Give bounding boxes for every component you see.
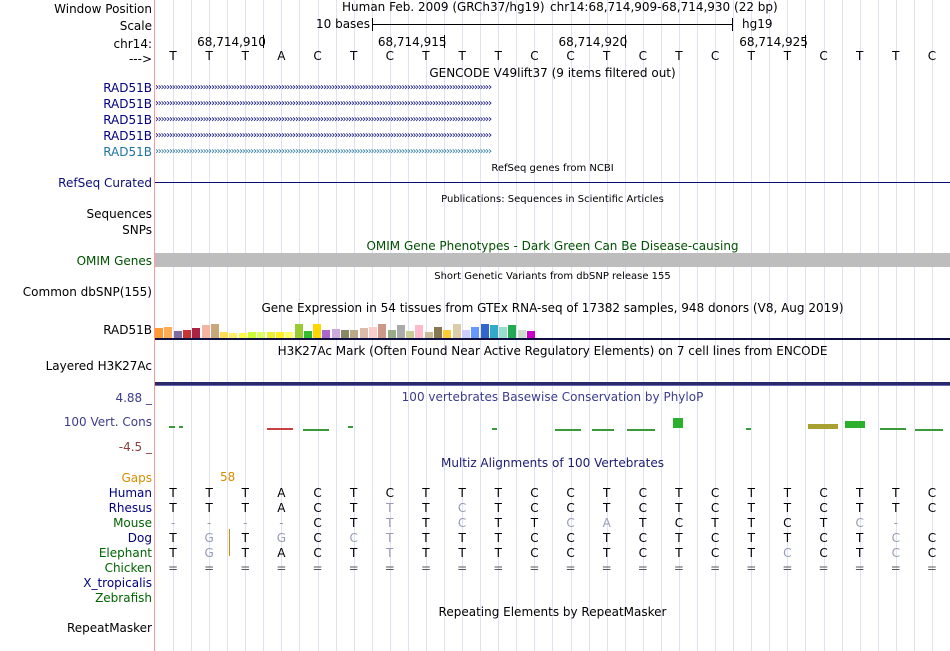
alignment-base-dog: T (747, 531, 755, 545)
ruler-label: 68,714,920 (558, 35, 628, 49)
gtex-tissue-bar[interactable] (202, 325, 210, 338)
alignment-base-dog: T (494, 531, 502, 545)
track-label-chicken[interactable]: Chicken (104, 561, 152, 575)
alignment-base-human: C (385, 486, 395, 500)
ruler-label: 68,714,925 (739, 35, 808, 49)
alignment-base-rhesus: C (819, 501, 828, 515)
scale-bar-right-tick (732, 18, 733, 31)
alignment-base-elephant: T (675, 546, 683, 560)
alignment-base-elephant: C (710, 546, 720, 560)
track-label-xtrop[interactable]: X_tropicalis (83, 576, 152, 590)
reference-base: T (855, 49, 864, 63)
gtex-tissue-bar[interactable] (332, 329, 340, 338)
alignment-base-rhesus: T (205, 501, 213, 515)
alignment-base-mouse: T (639, 516, 647, 530)
alignment-base-chicken: = (926, 561, 937, 575)
track-label-human[interactable]: Human (108, 486, 152, 500)
alignment-base-rhesus: T (603, 501, 611, 515)
gencode-title: GENCODE V49lift37 (9 items filtered out) (429, 66, 676, 80)
gtex-tissue-bar[interactable] (518, 330, 526, 338)
alignment-base-mouse: C (674, 516, 684, 530)
alignment-base-elephant: G (204, 546, 214, 560)
gtex-tissue-bar[interactable] (183, 330, 191, 338)
omim-gene-bar[interactable] (155, 253, 950, 267)
reference-base: T (494, 49, 502, 63)
reference-base: T (783, 49, 792, 63)
alignment-base-dog: T (169, 531, 177, 545)
alignment-base-human: T (747, 486, 755, 500)
gtex-tissue-bar[interactable] (453, 324, 461, 338)
alignment-base-human: T (494, 486, 502, 500)
alignment-base-human: T (350, 486, 358, 500)
alignment-base-human: T (458, 486, 466, 500)
track-label-phylo[interactable]: 100 Vert. Cons (63, 415, 152, 429)
track-label-gene4[interactable]: RAD51B (103, 129, 152, 143)
reference-base: C (638, 49, 647, 63)
alignment-base-human: C (710, 486, 720, 500)
alignment-base-human: C (819, 486, 828, 500)
gap-marker (229, 529, 230, 556)
alignment-base-elephant: A (277, 546, 286, 560)
gene-model-arrows[interactable]: ›››››››››››››››››››››››››››››››››››››››››››››››››››››››››››››››››››››››››››››››››››››››››››››››››››››››››››››››››››››››› (155, 147, 491, 157)
track-label-refseq[interactable]: RefSeq Curated (58, 176, 152, 190)
ruler-label: 68,714,915 (377, 35, 447, 49)
alignment-base-elephant: C (638, 546, 647, 560)
alignment-base-dog: C (313, 531, 322, 545)
track-label-gene5[interactable]: RAD51B (103, 145, 152, 159)
reference-base: T (892, 49, 900, 63)
gtex-tissue-bar[interactable] (369, 327, 377, 338)
alignment-base-rhesus: T (855, 501, 864, 515)
alignment-base-dog: T (783, 531, 792, 545)
reference-base: T (675, 49, 683, 63)
gtex-tissue-bar[interactable] (406, 331, 414, 338)
alignment-base-elephant: C (927, 546, 937, 560)
alignment-base-human: C (530, 486, 539, 500)
alignment-base-dog: C (349, 531, 358, 545)
h3k27ac-signal-edge (155, 385, 950, 386)
pubs-title: Publications: Sequences in Scientific Articles (441, 194, 664, 205)
phylop-mark (915, 429, 943, 431)
alignment-base-elephant: C (891, 546, 900, 560)
track-label-repeatmasker[interactable]: RepeatMasker (66, 621, 152, 635)
scale-bar (372, 24, 733, 25)
alignment-base-human: T (169, 486, 177, 500)
alignment-base-mouse: - (243, 516, 248, 530)
phylop-title: 100 vertebrates Basewise Conservation by PhyloP (401, 390, 704, 404)
track-label-gene2[interactable]: RAD51B (103, 97, 152, 111)
gtex-tissue-bar[interactable] (295, 324, 303, 338)
alignment-base-human: C (927, 486, 937, 500)
alignment-base-chicken: = (782, 561, 793, 575)
track-label-gene1[interactable]: RAD51B (103, 81, 152, 95)
alignment-base-elephant: T (747, 546, 755, 560)
gap-count: 58 (220, 470, 236, 484)
gtex-tissue-bar[interactable] (304, 331, 312, 338)
alignment-base-elephant: T (458, 546, 466, 560)
alignment-base-chicken: = (167, 561, 179, 575)
alignment-base-human: C (313, 486, 322, 500)
track-label-gtex[interactable]: RAD51B (103, 323, 152, 337)
omim-title: OMIM Gene Phenotypes - Dark Green Can Be Disease-causing (366, 239, 739, 253)
alignment-base-dog: T (241, 531, 249, 545)
alignment-base-elephant: T (241, 546, 249, 560)
alignment-base-chicken: = (565, 561, 576, 575)
track-label-phylo-max[interactable]: 4.88 _ (115, 391, 152, 405)
track-label-gaps[interactable]: Gaps (121, 471, 152, 485)
reference-base: T (241, 49, 249, 63)
phylop-mark (169, 426, 175, 428)
gtex-tissue-bar[interactable] (164, 327, 172, 338)
alignment-base-rhesus: T (747, 501, 755, 515)
alignment-base-dog: C (927, 531, 937, 545)
phylop-mark (179, 426, 183, 428)
phylop-mark (492, 428, 497, 430)
alignment-base-dog: T (855, 531, 864, 545)
gene-model-arrows[interactable]: ›››››››››››››››››››››››››››››››››››››››››››››››››››››››››››››››››››››››››››››››››››››››››››››››››››››››››››››››››››››››› (155, 115, 491, 125)
alignment-base-chicken: = (601, 561, 612, 575)
alignment-base-rhesus: C (638, 501, 647, 515)
gtex-tissue-bar[interactable] (174, 331, 182, 338)
gtex-tissue-bar[interactable] (443, 330, 451, 338)
track-label-dog[interactable]: Dog (127, 531, 152, 545)
alignment-base-dog: C (819, 531, 828, 545)
alignment-base-rhesus: T (892, 501, 900, 515)
gtex-tissue-bar[interactable] (490, 325, 498, 338)
reference-base: C (385, 49, 395, 63)
alignment-base-mouse: T (350, 516, 358, 530)
alignment-base-dog: T (386, 531, 394, 545)
reference-base: T (350, 49, 358, 63)
dbsnp-title: Short Genetic Variants from dbSNP release 155 (434, 271, 671, 282)
reference-base: C (927, 49, 937, 63)
alignment-base-elephant: T (386, 546, 394, 560)
gtex-tissue-bar[interactable] (462, 330, 470, 338)
alignment-base-human: T (783, 486, 792, 500)
scale-bar-left-tick (372, 18, 373, 31)
alignment-base-elephant: C (819, 546, 828, 560)
alignment-base-chicken: = (854, 561, 865, 575)
track-label-mouse[interactable]: Mouse (113, 516, 152, 530)
track-label-zebrafish[interactable]: Zebrafish (95, 591, 152, 605)
track-label-window-position-label[interactable]: Window Position (54, 2, 152, 16)
alignment-base-rhesus: T (241, 501, 249, 515)
alignment-base-dog: C (530, 531, 539, 545)
gtex-tissue-bar[interactable] (192, 328, 200, 338)
track-label-scale-label[interactable]: Scale (119, 19, 152, 33)
gtex-tissue-bar[interactable] (471, 327, 479, 338)
alignment-base-dog: T (603, 531, 611, 545)
alignment-base-mouse: C (313, 516, 322, 530)
alignment-base-dog: T (458, 531, 466, 545)
alignment-base-elephant: T (169, 546, 177, 560)
alignment-base-elephant: T (603, 546, 611, 560)
alignment-base-rhesus: T (494, 501, 502, 515)
reference-base: C (819, 49, 828, 63)
alignment-base-mouse: A (602, 516, 611, 530)
alignment-base-chicken: = (348, 561, 359, 575)
alignment-base-human: C (566, 486, 575, 500)
phylop-mark (845, 421, 865, 428)
alignment-base-elephant: C (530, 546, 539, 560)
alignment-base-elephant: T (855, 546, 864, 560)
alignment-base-chicken: = (276, 561, 287, 575)
reference-base: C (530, 49, 539, 63)
track-label-elephant[interactable]: Elephant (98, 546, 152, 560)
alignment-base-rhesus: C (530, 501, 539, 515)
gtex-bars[interactable] (155, 316, 950, 338)
alignment-base-mouse: T (494, 516, 502, 530)
gtex-tissue-bar[interactable] (350, 330, 358, 338)
track-label-h3k[interactable]: Layered H3K27Ac (45, 359, 152, 373)
track-label-gene3[interactable]: RAD51B (103, 113, 152, 127)
alignment-base-rhesus: C (457, 501, 467, 515)
alignment-base-elephant: C (313, 546, 322, 560)
alignment-base-mouse: T (711, 516, 719, 530)
phylop-mark (627, 429, 655, 431)
alignment-base-human: T (422, 486, 430, 500)
alignment-base-human: T (205, 486, 213, 500)
refseq-title: RefSeq genes from NCBI (491, 163, 614, 174)
phylop-mark (348, 426, 353, 428)
alignment-base-dog: C (566, 531, 575, 545)
alignment-base-chicken: = (710, 561, 721, 575)
alignment-base-dog: C (638, 531, 647, 545)
alignment-base-human: C (638, 486, 647, 500)
assembly-title: Human Feb. 2009 (GRCh37/hg19) (342, 0, 545, 14)
alignment-base-rhesus: C (927, 501, 937, 515)
alignment-base-rhesus: T (675, 501, 683, 515)
alignment-base-chicken: = (673, 561, 684, 575)
alignment-base-mouse: - (893, 516, 898, 530)
alignment-base-rhesus: T (783, 501, 792, 515)
phylop-mark (592, 429, 614, 431)
alignment-base-mouse: T (819, 516, 828, 530)
gene-model-arrows[interactable]: ›››››››››››››››››››››››››››››››››››››››››››››››››››››››››››››››››››››››››››››››››››››››››››››››››››››››››››››››››››››››› (155, 131, 491, 141)
alignment-base-mouse: C (457, 516, 467, 530)
browser-image[interactable] (155, 0, 950, 651)
gtex-tissue-bar[interactable] (313, 324, 321, 338)
alignment-base-human: T (241, 486, 249, 500)
alignment-base-rhesus: C (566, 501, 575, 515)
reference-base: C (566, 49, 575, 63)
alignment-base-rhesus: T (169, 501, 177, 515)
track-label-strand-label[interactable]: ---> (128, 52, 152, 66)
gtex-tissue-bar[interactable] (322, 330, 330, 338)
alignment-base-chicken: = (420, 561, 431, 575)
ruler-label: 68,714,910 (197, 35, 266, 49)
gtex-tissue-bar[interactable] (388, 330, 396, 338)
alignment-base-mouse: T (747, 516, 755, 530)
reference-base: T (458, 49, 466, 63)
gtex-tissue-bar[interactable] (360, 328, 368, 338)
alignment-base-mouse: C (566, 516, 575, 530)
track-label-phylo-min[interactable]: -4.5 _ (118, 440, 152, 454)
alignment-base-dog: C (710, 531, 720, 545)
alignment-base-rhesus: A (277, 501, 286, 515)
multiz-title: Multiz Alignments of 100 Vertebrates (440, 456, 665, 470)
alignment-base-rhesus: T (350, 501, 358, 515)
alignment-base-mouse: - (279, 516, 284, 530)
gtex-title: Gene Expression in 54 tissues from GTEx RNA-seq of 17382 samples, 948 donors (V8, Aug 2019) (261, 301, 844, 315)
alignment-base-chicken: = (457, 561, 468, 575)
track-labels-panel (0, 0, 155, 651)
alignment-base-chicken: = (240, 561, 251, 575)
alignment-base-human: T (603, 486, 611, 500)
alignment-base-dog: G (276, 531, 287, 545)
track-label-sequences[interactable]: Sequences (86, 207, 152, 221)
gtex-tissue-bar[interactable] (499, 327, 507, 338)
phylop-mark (746, 428, 751, 430)
reference-base: T (169, 49, 177, 63)
scale-text: 10 bases (316, 17, 370, 31)
alignment-base-rhesus: C (710, 501, 720, 515)
alignment-base-mouse: C (783, 516, 792, 530)
reference-base: C (710, 49, 720, 63)
alignment-base-rhesus: T (386, 501, 394, 515)
alignment-base-mouse: - (170, 516, 176, 530)
gtex-tissue-bar[interactable] (434, 327, 442, 338)
gtex-tissue-bar[interactable] (415, 325, 423, 338)
gtex-tissue-bar[interactable] (341, 330, 349, 338)
alignment-base-dog: G (204, 531, 214, 545)
reference-base: T (422, 49, 430, 63)
phylop-mark (673, 418, 683, 428)
gtex-tissue-bar[interactable] (481, 324, 489, 338)
alignment-base-chicken: = (890, 561, 901, 575)
gtex-tissue-bar[interactable] (211, 324, 219, 338)
alignment-base-rhesus: C (313, 501, 322, 515)
db-label: hg19 (742, 17, 773, 31)
alignment-base-mouse: T (530, 516, 539, 530)
alignment-base-chicken: = (529, 561, 540, 575)
gtex-baseline (155, 338, 950, 340)
alignment-base-elephant: C (566, 546, 575, 560)
alignment-base-chicken: = (204, 561, 215, 575)
alignment-base-elephant: T (494, 546, 502, 560)
gtex-tissue-bar[interactable] (527, 331, 535, 338)
alignment-base-chicken: = (493, 561, 504, 575)
alignment-base-chicken: = (384, 561, 395, 575)
alignment-base-human: T (855, 486, 864, 500)
phylop-mark (808, 424, 838, 429)
reference-base: T (205, 49, 213, 63)
phylop-mark (303, 429, 329, 431)
alignment-base-human: T (892, 486, 900, 500)
position-title: chr14:68,714,909-68,714,930 (22 bp) (550, 0, 778, 14)
phylop-mark (880, 428, 906, 430)
alignment-base-human: T (675, 486, 683, 500)
reference-base: T (747, 49, 755, 63)
gene-model-arrows[interactable]: ›››››››››››››››››››››››››››››››››››››››››››››››››››››››››››››››››››››››››››››››››››››››››››››››››››››››››››››››››››››››› (155, 83, 491, 93)
gtex-tissue-bar[interactable] (378, 324, 386, 338)
alignment-base-mouse: C (855, 516, 864, 530)
gene-model-arrows[interactable]: ›››››››››››››››››››››››››››››››››››››››››››››››››››››››››››››››››››››››››››››››››››››››››››››››››››››››››››››››››››››››› (155, 99, 491, 109)
alignment-base-elephant: T (350, 546, 358, 560)
alignment-base-elephant: C (783, 546, 792, 560)
track-label-snps[interactable]: SNPs (122, 223, 152, 237)
track-label-chrom-label[interactable]: chr14: (113, 37, 152, 51)
h3k-title: H3K27Ac Mark (Often Found Near Active Regulatory Elements) on 7 cell lines from ENCODE (277, 344, 828, 358)
reference-base: C (313, 49, 322, 63)
refseq-gene-line[interactable] (155, 182, 950, 183)
alignment-base-chicken: = (746, 561, 757, 575)
gtex-tissue-bar[interactable] (155, 328, 163, 338)
alignment-base-mouse: T (386, 516, 394, 530)
gtex-tissue-bar[interactable] (508, 325, 516, 338)
alignment-base-mouse: T (422, 516, 430, 530)
reference-base: T (603, 49, 611, 63)
alignment-base-mouse: - (206, 516, 212, 530)
alignment-base-dog: T (675, 531, 683, 545)
alignment-base-rhesus: T (422, 501, 430, 515)
repeat-title: Repeating Elements by RepeatMasker (438, 605, 667, 619)
gtex-tissue-bar[interactable] (397, 325, 405, 338)
phylop-mark (555, 429, 581, 431)
alignment-base-chicken: = (312, 561, 323, 575)
track-label-rhesus[interactable]: Rhesus (108, 501, 152, 515)
track-label-omim[interactable]: OMIM Genes (76, 254, 152, 268)
alignment-base-chicken: = (637, 561, 648, 575)
alignment-base-chicken: = (818, 561, 829, 575)
phylop-mark (267, 428, 293, 430)
alignment-base-dog: C (891, 531, 900, 545)
track-label-dbsnp[interactable]: Common dbSNP(155) (22, 285, 152, 299)
reference-base: A (277, 49, 286, 63)
alignment-base-elephant: T (422, 546, 430, 560)
alignment-base-dog: T (422, 531, 430, 545)
alignment-base-human: A (277, 486, 286, 500)
